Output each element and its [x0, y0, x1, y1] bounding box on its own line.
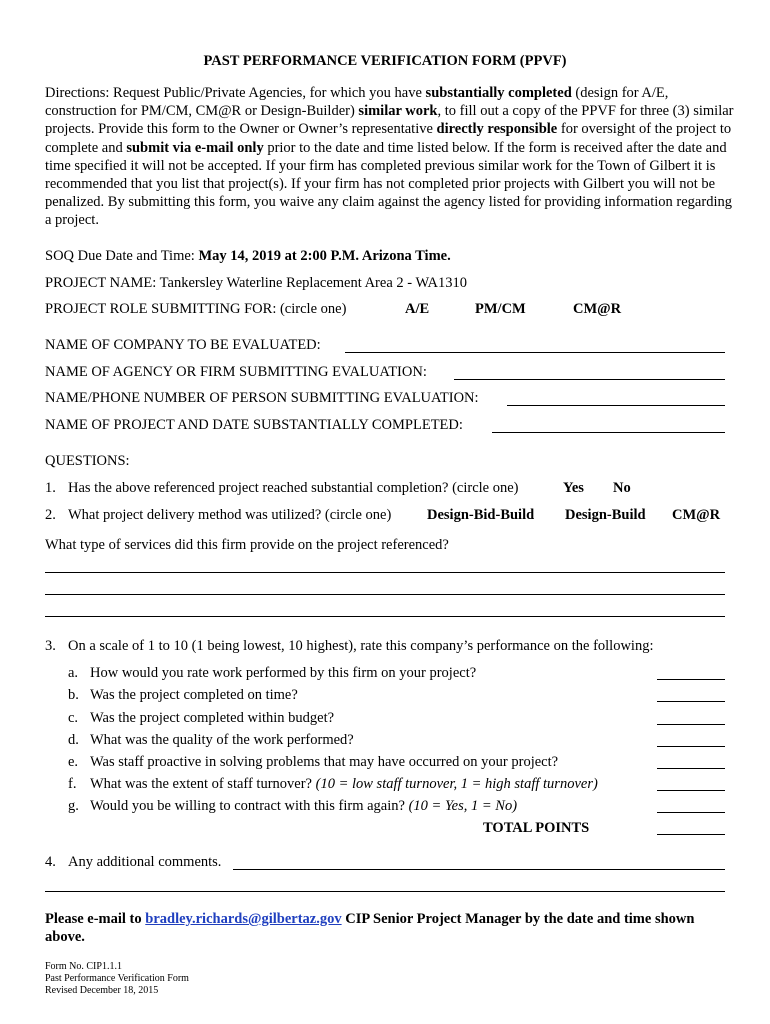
- directions-paragraph: [45, 84, 735, 230]
- q3-item-note: (10 = low staff turnover, 1 = high staff turnover): [315, 776, 598, 792]
- q4-text: Any additional comments.: [68, 854, 222, 870]
- q3-item-letter: d.: [68, 732, 79, 748]
- directions-bold-4: submit via e-mail only: [126, 139, 264, 156]
- project-name: PROJECT NAME: Tankersley Waterline Replacement Area 2 - WA1310: [45, 275, 467, 291]
- email-link[interactable]: bradley.richards@gilbertaz.gov: [145, 911, 342, 927]
- q3-item-score-c[interactable]: [657, 724, 725, 725]
- q3-item-letter: e.: [68, 754, 79, 770]
- services-answer-line-3[interactable]: [45, 616, 725, 617]
- q3-item-text-f: [90, 776, 598, 793]
- field-company-label: NAME OF COMPANY TO BE EVALUATED:: [45, 337, 321, 353]
- directions-text-5: prior to the date and time listed below. If the form is received after the date and time specified it will not be accepted. If your firm has completed previous similar work for the Town of Gilbert it is recommended that you list that project(s). If your firm has not completed prior projects with Gilbert you will not be penalized. By submitting this form, you waive any claim against the agency listed for providing information regarding a project.: [45, 139, 732, 229]
- email-suffix: CIP Senior Project Manager by the date and time shown: [341, 911, 695, 927]
- q3-item-letter: f.: [68, 776, 77, 792]
- q2-number: 2.: [45, 507, 56, 523]
- q2-option-cmar[interactable]: CM@R: [672, 507, 721, 523]
- q3-item-score-g[interactable]: [657, 812, 725, 813]
- field-person-input[interactable]: [507, 405, 725, 406]
- field-company-input[interactable]: [345, 352, 725, 353]
- q3-item-letter: c.: [68, 710, 79, 726]
- role-label: PROJECT ROLE SUBMITTING FOR: (circle one): [45, 301, 347, 317]
- q3-item-text: What was the extent of staff turnover?: [90, 776, 316, 792]
- q3-item-letter: b.: [68, 687, 79, 703]
- field-project-input[interactable]: [492, 432, 725, 433]
- q3-item-score-d[interactable]: [657, 746, 725, 747]
- services-answer-line-1[interactable]: [45, 572, 725, 573]
- questions-heading: QUESTIONS:: [45, 453, 130, 469]
- services-question: What type of services did this firm provide on the project referenced?: [45, 537, 449, 553]
- email-instruction: [45, 911, 694, 928]
- q3-item-score-f[interactable]: [657, 790, 725, 791]
- q4-number: 4.: [45, 854, 56, 870]
- directions-bold-3: directly responsible: [436, 121, 558, 138]
- q3-item-score-e[interactable]: [657, 768, 725, 769]
- role-option-cmar[interactable]: CM@R: [573, 301, 622, 317]
- soq-due-date: [45, 248, 451, 265]
- footer-form-number: Form No. CIP1.1.1: [45, 961, 122, 972]
- email-instruction-line2: above.: [45, 929, 85, 945]
- q3-item-text: Was the project completed on time?: [90, 687, 298, 703]
- q2-option-dbb[interactable]: Design-Bid-Build: [427, 507, 535, 523]
- field-agency-input[interactable]: [454, 379, 725, 380]
- q1-text: Has the above referenced project reached substantial completion? (circle one): [68, 480, 519, 496]
- q3-item-note: (10 = Yes, 1 = No): [408, 798, 518, 814]
- q3-item-text: Was the project completed within budget?: [90, 710, 335, 726]
- directions-text-2: (design for A/E, construction for PM/CM, CM@R or Design-Builder): [45, 85, 669, 120]
- directions-bold-2: similar work: [358, 103, 438, 120]
- q3-item-text: Would you be willing to contract with this firm again?: [90, 798, 409, 814]
- email-prefix: Please e-mail to: [45, 911, 146, 927]
- form-title: PAST PERFORMANCE VERIFICATION FORM (PPVF): [203, 53, 567, 69]
- total-points-label: TOTAL POINTS: [483, 820, 590, 836]
- q3-item-score-b[interactable]: [657, 701, 725, 702]
- role-option-ae[interactable]: A/E: [405, 301, 430, 317]
- q3-item-letter: g.: [68, 798, 79, 814]
- services-answer-line-2[interactable]: [45, 594, 725, 595]
- role-option-pmcm[interactable]: PM/CM: [475, 301, 526, 317]
- q1-option-no[interactable]: No: [613, 480, 631, 496]
- directions-text-4: for oversight of the project to complete and: [45, 121, 732, 156]
- q3-item-text: How would you rate work performed by this firm on your project?: [90, 665, 477, 681]
- field-person-label: NAME/PHONE NUMBER OF PERSON SUBMITTING EVALUATION:: [45, 390, 479, 406]
- q3-item-text: Was staff proactive in solving problems that may have occurred on your project?: [90, 754, 559, 770]
- q3-item-text: What was the quality of the work performed?: [90, 732, 354, 748]
- soq-value: May 14, 2019 at 2:00 P.M. Arizona Time.: [198, 248, 451, 264]
- q2-text: What project delivery method was utilized? (circle one): [68, 507, 392, 523]
- total-points-field[interactable]: [657, 834, 725, 835]
- q1-option-yes[interactable]: Yes: [563, 480, 584, 496]
- directions-text-3: , to fill out a copy of the PPVF for three (3) similar projects. Provide this form to the Owner or Owner’s representative: [45, 103, 734, 138]
- q3-item-score-a[interactable]: [657, 679, 725, 680]
- q2-option-db[interactable]: Design-Build: [565, 507, 646, 523]
- directions-text-1: Directions: Request Public/Private Agencies, for which you have: [45, 85, 426, 101]
- q1-number: 1.: [45, 480, 56, 496]
- field-project-label: NAME OF PROJECT AND DATE SUBSTANTIALLY COMPLETED:: [45, 417, 463, 433]
- comments-line-1[interactable]: [233, 869, 725, 870]
- directions-bold-1: substantially completed: [425, 85, 572, 101]
- soq-label: SOQ Due Date and Time:: [45, 248, 199, 264]
- field-agency-label: NAME OF AGENCY OR FIRM SUBMITTING EVALUATION:: [45, 364, 427, 380]
- q3-item-letter: a.: [68, 665, 79, 681]
- comments-line-2[interactable]: [45, 891, 725, 892]
- q3-number: 3.: [45, 638, 56, 654]
- footer-revised-date: Revised December 18, 2015: [45, 985, 159, 996]
- footer-form-name: Past Performance Verification Form: [45, 973, 189, 984]
- q3-item-text-g: [90, 798, 517, 815]
- q3-text: On a scale of 1 to 10 (1 being lowest, 10 highest), rate this company’s performance on the following:: [68, 638, 654, 654]
